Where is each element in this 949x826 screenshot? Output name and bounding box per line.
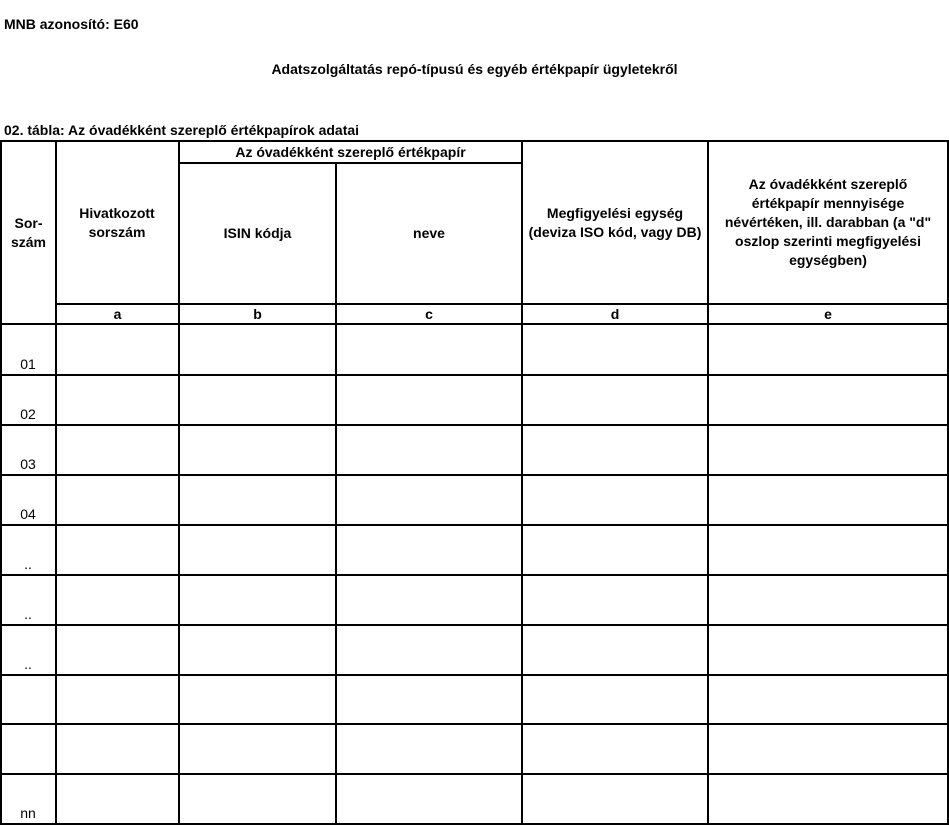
row-number: .. xyxy=(24,656,32,672)
table-line xyxy=(0,474,949,476)
table-label: 02. tábla: Az óvadékként szereplő értékpapírok adatai xyxy=(4,122,360,138)
table-line xyxy=(0,524,949,526)
col-letter-d: d xyxy=(610,305,620,322)
table-line xyxy=(0,624,949,626)
table-line xyxy=(0,574,949,576)
table-line xyxy=(707,140,709,825)
row-number: 03 xyxy=(20,456,36,472)
row-number: 02 xyxy=(20,406,36,422)
row-number: .. xyxy=(24,556,32,572)
col-header-mennyiseg: Az óvadékként szereplő értékpapír mennyisége névértéken, ill. darabban (a "d" oszlop szerinti megfigyelési egységben) xyxy=(724,176,932,268)
table-line xyxy=(521,140,523,825)
col-letter-b: b xyxy=(253,305,262,322)
col-letter-e: e xyxy=(824,305,832,322)
table-line xyxy=(0,723,949,725)
mnb-identifier: MNB azonosító: E60 xyxy=(4,16,139,32)
table-line xyxy=(0,773,949,775)
col-header-neve: neve xyxy=(413,225,445,241)
table-line xyxy=(0,323,949,325)
row-number: .. xyxy=(24,606,32,622)
table-line xyxy=(0,823,949,825)
col-header-sorszam: Sor- szám xyxy=(10,214,47,250)
col-letter-a: a xyxy=(113,305,122,322)
row-number xyxy=(0,676,56,723)
table-line xyxy=(0,424,949,426)
col-letter-c: c xyxy=(425,305,433,322)
col-header-isin: ISIN kódja xyxy=(223,225,292,241)
group-header-ertekpapir: Az óvadékként szereplő értékpapír xyxy=(235,143,466,160)
row-number: 04 xyxy=(20,506,36,522)
row-number: 01 xyxy=(20,356,36,372)
row-number xyxy=(0,725,56,773)
page-title: Adatszolgáltatás repó-típusú és egyéb értékpapír ügyletekről xyxy=(271,61,678,77)
table-line xyxy=(0,374,949,376)
col-header-megfigyelesi: Megfigyelési egység (deviza ISO kód, vagy DB) xyxy=(528,204,702,240)
row-number: nn xyxy=(20,805,36,821)
table-line xyxy=(0,674,949,676)
col-header-hivatkozott: Hivatkozott sorszám xyxy=(79,204,155,240)
